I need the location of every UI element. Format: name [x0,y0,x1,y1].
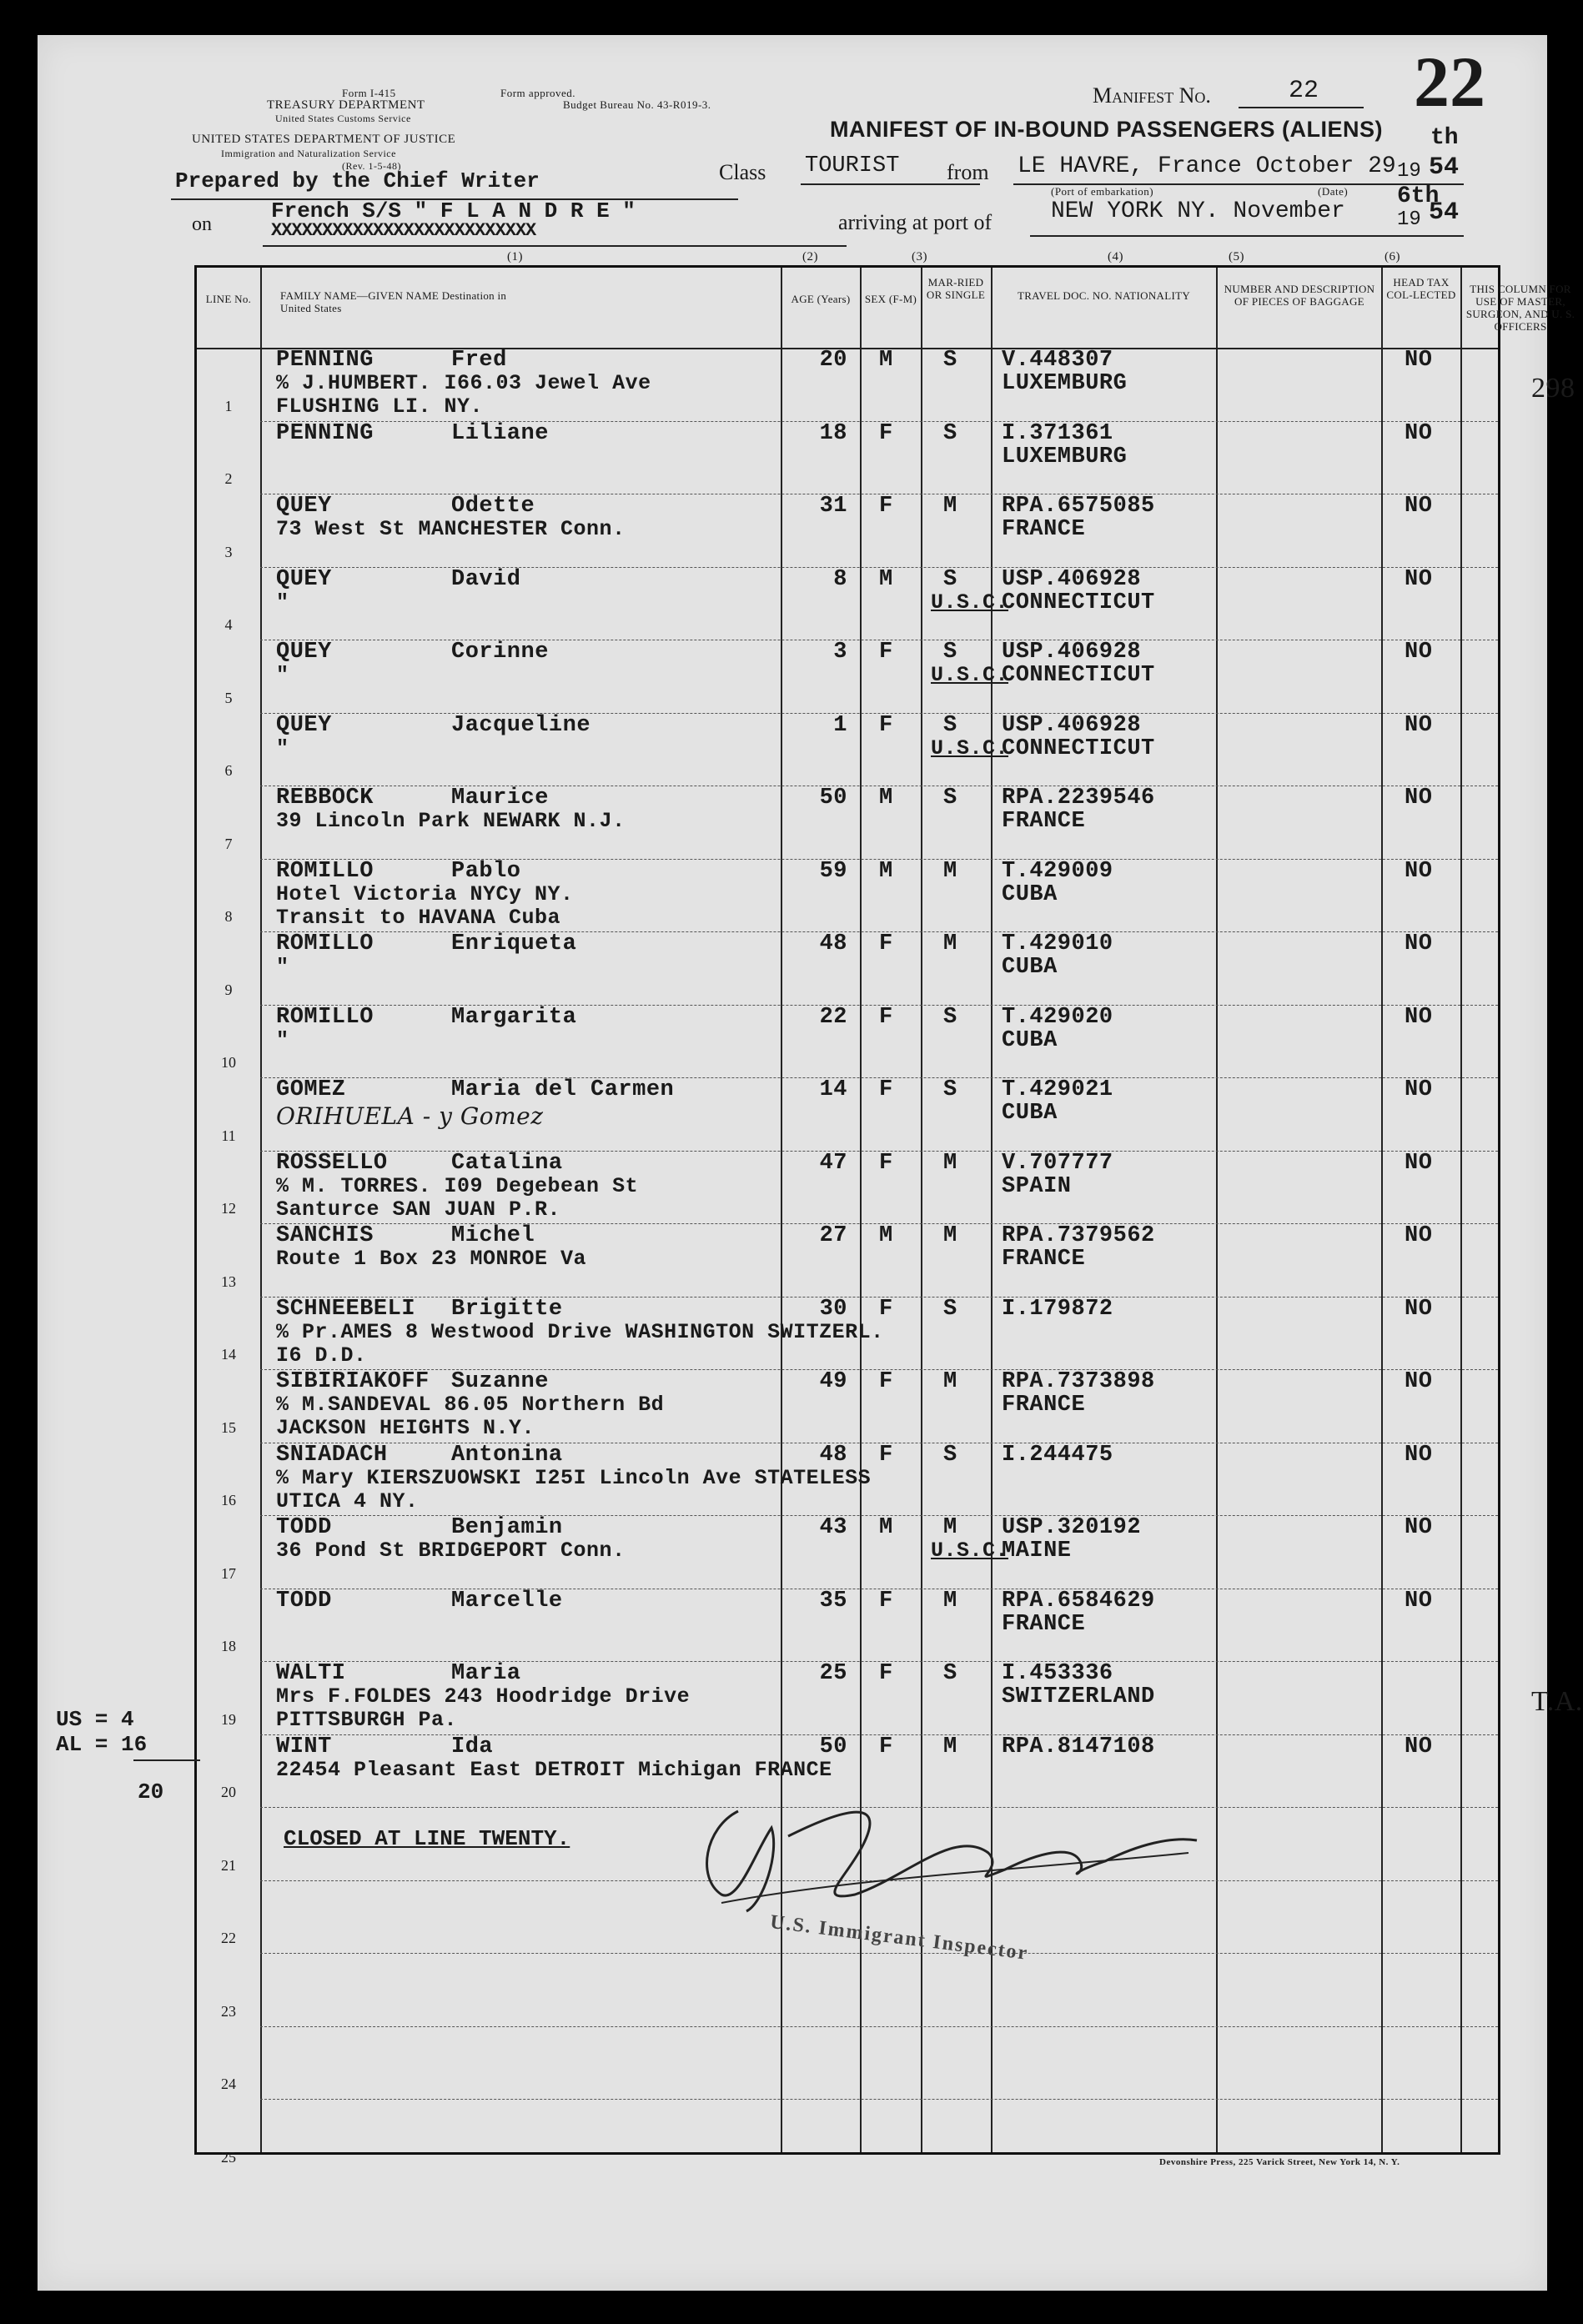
age: 8 [833,566,847,592]
travel-doc-number: USP.406928 [1002,640,1142,665]
age: 27 [819,1223,847,1248]
destination-line-2: UTICA 4 NY. [276,1488,419,1513]
line-number: 9 [224,981,233,998]
given-name: Ida [451,1734,494,1759]
marital-status: S [943,1296,957,1322]
travel-doc-number: T.429009 [1002,858,1113,884]
arrival-day: 6th [1397,183,1440,209]
age: 31 [819,494,847,519]
line-number: 24 [221,2076,236,2092]
inspector-signature [688,1778,1222,1920]
destination-line-1: 22454 Pleasant East DETROIT Michigan FRANCE [276,1757,832,1782]
col-num: (5) [1229,250,1244,264]
travel-doc-number: I.244475 [1002,1442,1113,1468]
given-name: Catalina [451,1150,563,1176]
head-tax: NO [1405,1588,1433,1614]
destination-line-1: " [276,735,289,760]
given-name: Margarita [451,1004,577,1030]
family-name: WINT [276,1734,332,1759]
tally-al: AL = 16 [56,1732,148,1757]
marital-status: S [943,1077,957,1102]
given-name: Maria del Carmen [451,1077,675,1102]
family-name: QUEY [276,712,332,738]
form-approved: Form approved. [500,87,576,99]
officer-note: T.A. [1531,1686,1583,1717]
family-name: SIBIRIAKOFF [276,1369,430,1394]
sex: F [879,1004,893,1030]
marital-status: M [943,494,957,519]
sex: F [879,1296,893,1322]
citizenship-note: U.S.C. [931,663,1009,687]
destination-line-1: " [276,663,289,687]
class-label: Class [719,160,766,184]
sex: F [879,1588,893,1614]
travel-doc-number: I.453336 [1002,1661,1113,1686]
handwritten-correction: ORIHUELA - y Gomez [276,1102,544,1130]
sex: M [879,1515,893,1540]
from-label: from [947,160,989,184]
travel-doc-number: RPA.7373898 [1002,1369,1155,1394]
arriving-label: arriving at port of [838,210,993,234]
vessel-name: French S/S " F L A N D R E " [271,198,636,223]
destination-line-1: Hotel Victoria NYCy NY. [276,881,574,906]
given-name: Corinne [451,640,549,665]
nationality: FRANCE [1002,1611,1086,1637]
given-name: Odette [451,494,535,519]
marital-status: M [943,931,957,956]
travel-doc-number: USP.406928 [1002,712,1142,738]
head-tax: NO [1405,712,1433,738]
inspector-stamp: U.S. Immigrant Inspector [768,1911,1030,1965]
head-tax: NO [1405,420,1433,446]
family-name: QUEY [276,566,332,592]
nationality: CUBA [1002,1101,1058,1126]
family-name: ROSSELLO [276,1150,388,1176]
head-tax: NO [1405,348,1433,373]
given-name: Pablo [451,858,521,884]
line-number: 6 [224,762,233,779]
sex: F [879,640,893,665]
col-header-line: LINE No. [205,293,252,305]
family-name: QUEY [276,494,332,519]
sex: M [879,566,893,592]
head-tax: NO [1405,640,1433,665]
marital-status: M [943,1734,957,1759]
age: 50 [819,1734,847,1759]
sex: M [879,1223,893,1248]
family-name: ROMILLO [276,931,374,956]
age: 59 [819,858,847,884]
sex: M [879,858,893,884]
line-number: 17 [221,1564,236,1582]
marital-status: S [943,420,957,446]
family-name: SNIADACH [276,1442,388,1468]
date-suffix: th [1430,125,1459,151]
travel-doc-number: T.429021 [1002,1077,1113,1102]
line-number: 25 [221,2148,236,2166]
line-number: 12 [221,1200,236,1217]
head-tax: NO [1405,786,1433,811]
col-header-age: AGE (Years) [791,293,851,305]
age: 48 [819,1442,847,1468]
sex: F [879,494,893,519]
age: 18 [819,420,847,446]
travel-doc-number: RPA.2239546 [1002,786,1155,811]
family-name: TODD [276,1588,332,1614]
treasury-dept: TREASURY DEPARTMENT [267,98,425,112]
given-name: Marcelle [451,1588,563,1614]
head-tax: NO [1405,1734,1433,1759]
doj: UNITED STATES DEPARTMENT OF JUSTICE [192,133,456,146]
line-number: 8 [224,908,233,925]
line-number: 4 [224,616,233,633]
line-number: 10 [221,1054,236,1071]
nationality: LUXEMBURG [1002,371,1128,396]
marital-status: M [943,1150,957,1176]
col-header-married: MAR-RIED OR SINGLE [926,276,986,301]
age: 14 [819,1077,847,1102]
travel-doc-number: USP.320192 [1002,1515,1142,1540]
head-tax: NO [1405,494,1433,519]
marital-status: S [943,712,957,738]
col-header-baggage: NUMBER AND DESCRIPTION OF PIECES OF BAGGAGE [1224,283,1375,308]
marital-status: M [943,1515,957,1540]
given-name: Maria [451,1661,521,1686]
marital-status: M [943,1223,957,1248]
travel-doc-number: I.179872 [1002,1296,1113,1322]
travel-doc-number: RPA.7379562 [1002,1223,1155,1248]
line-number: 3 [224,543,233,560]
nationality: FRANCE [1002,1393,1086,1418]
destination-line-1: % J.HUMBERT. I66.03 Jewel Ave [276,371,651,395]
marital-status: S [943,1004,957,1030]
family-name: ROMILLO [276,1004,374,1030]
family-name: GOMEZ [276,1077,346,1102]
officer-note: 298 [1531,373,1575,404]
nationality: LUXEMBURG [1002,444,1128,469]
line-number: 1 [224,397,233,414]
sex: F [879,1369,893,1394]
family-name: REBBOCK [276,786,374,811]
age: 22 [819,1004,847,1030]
age: 35 [819,1588,847,1614]
age: 30 [819,1296,847,1322]
destination-line-2: PITTSBURGH Pa. [276,1708,458,1732]
nationality: FRANCE [1002,1247,1086,1272]
destination-line-1: " [276,1027,289,1052]
citizenship-note: U.S.C. [931,1538,1009,1563]
age: 20 [819,348,847,373]
tally-total: 20 [138,1779,164,1804]
ins: Immigration and Naturalization Service [221,148,396,159]
destination-line-1: " [276,590,289,615]
destination-line-2: JACKSON HEIGHTS N.Y. [276,1416,535,1440]
sex: M [879,786,893,811]
nationality: MAINE [1002,1538,1072,1564]
col-header-name: FAMILY NAME—GIVEN NAME Destination in United States [280,289,507,314]
travel-doc-number: T.429010 [1002,931,1113,956]
age: 49 [819,1369,847,1394]
destination-line-1: % Pr.AMES 8 Westwood Drive WASHINGTON SWITZERL. [276,1319,884,1344]
line-number: 13 [221,1272,236,1290]
destination-line-1: % M.SANDEVAL 86.05 Northern Bd [276,1393,665,1417]
family-name: PENNING [276,348,374,373]
destination-line-1: Route 1 Box 23 MONROE Va [276,1247,587,1271]
given-name: Enriqueta [451,931,577,956]
sex: F [879,1734,893,1759]
age: 43 [819,1515,847,1540]
age: 3 [833,640,847,665]
rev-date: (Rev. 1-5-48) [342,160,402,172]
destination-line-1: " [276,955,289,979]
head-tax: NO [1405,1296,1433,1322]
marital-status: S [943,348,957,373]
col-num: (1) [507,250,523,264]
col-header-travel-doc: TRAVEL DOC. NO. NATIONALITY [1017,289,1191,302]
line-number: 11 [221,1127,236,1144]
line-number: 2 [224,470,233,487]
sex: F [879,1077,893,1102]
line-number: 16 [221,1492,236,1508]
nationality: CONNECTICUT [1002,590,1155,615]
family-name: PENNING [276,420,374,446]
marital-status: M [943,858,957,884]
year-prefix-1: 19 [1397,160,1421,183]
head-tax: NO [1405,1515,1433,1540]
travel-doc-number: USP.406928 [1002,566,1142,592]
line-number: 22 [221,1930,236,1946]
marital-status: S [943,640,957,665]
line-number: 14 [221,1346,236,1363]
head-tax: NO [1405,1150,1433,1176]
marital-status: S [943,1661,957,1686]
manifest-number-large: 22 [1414,42,1485,122]
family-name: QUEY [276,640,332,665]
arrival-value: NEW YORK NY. November [1051,198,1345,224]
sex: F [879,1442,893,1468]
nationality: SWITZERLAND [1002,1684,1155,1709]
line-number: 18 [221,1638,236,1654]
given-name: Benjamin [451,1515,563,1540]
family-name: TODD [276,1515,332,1540]
nationality: CONNECTICUT [1002,735,1155,761]
line-number: 7 [224,835,233,852]
col-num: (4) [1108,250,1123,264]
age: 47 [819,1150,847,1176]
nationality: CUBA [1002,1027,1058,1053]
manifest-number: 22 [1289,77,1319,105]
citizenship-note: U.S.C. [931,590,1009,615]
col-num: (2) [802,250,818,264]
embark-value: LE HAVRE, France October 29 [1018,153,1396,179]
head-tax: NO [1405,1442,1433,1468]
marital-status: S [943,566,957,592]
head-tax: NO [1405,931,1433,956]
tally-us: US = 4 [56,1707,134,1732]
nationality: CUBA [1002,881,1058,907]
sex: F [879,420,893,446]
head-tax: NO [1405,1077,1433,1102]
year-1: 54 [1429,153,1460,182]
manifest-title: MANIFEST OF IN-BOUND PASSENGERS (ALIENS) [830,117,1384,142]
sex: F [879,1661,893,1686]
col-num: (6) [1384,250,1400,264]
given-name: David [451,566,521,592]
family-name: WALTI [276,1661,346,1686]
sex: M [879,348,893,373]
destination-line-2: Transit to HAVANA Cuba [276,905,561,930]
travel-doc-number: V.448307 [1002,348,1113,373]
nationality: CONNECTICUT [1002,663,1155,688]
travel-doc-number: RPA.6575085 [1002,494,1155,519]
travel-doc-number: RPA.8147108 [1002,1734,1155,1759]
col-header-sex: SEX (F-M) [864,293,917,305]
destination-line-2: Santurce SAN JUAN P.R. [276,1197,561,1222]
given-name: Brigitte [451,1296,563,1322]
customs-service: United States Customs Service [275,113,411,124]
destination-line-1: % M. TORRES. I09 Degebean St [276,1173,639,1198]
sex: F [879,931,893,956]
head-tax: NO [1405,858,1433,884]
given-name: Maurice [451,786,549,811]
budget-bureau: Budget Bureau No. 43-R019-3. [563,98,711,111]
date-label: (Date) [1318,185,1349,198]
destination-line-1: 36 Pond St BRIDGEPORT Conn. [276,1538,626,1563]
marital-status: M [943,1588,957,1614]
age: 50 [819,786,847,811]
travel-doc-number: T.429020 [1002,1004,1113,1030]
line-number: 20 [221,1784,236,1800]
age: 25 [819,1661,847,1686]
port-embark-label: (Port of embarkation) [1051,185,1154,198]
marital-status: S [943,1442,957,1468]
travel-doc-number: V.707777 [1002,1150,1113,1176]
destination-line-1: % Mary KIERSZUOWSKI I25I Lincoln Ave STATELESS [276,1465,872,1490]
manifest-label: Manifest No. [1093,83,1211,108]
given-name: Suzanne [451,1369,549,1394]
prepared-by: Prepared by the Chief Writer [175,168,540,193]
nationality: SPAIN [1002,1173,1072,1199]
age: 48 [819,931,847,956]
head-tax: NO [1405,1369,1433,1394]
line-number: 21 [221,1856,236,1874]
marital-status: M [943,1369,957,1394]
family-name: ROMILLO [276,858,374,884]
given-name: Jacqueline [451,712,591,738]
year-prefix-2: 19 [1397,208,1421,231]
given-name: Antonina [451,1442,563,1468]
nationality: CUBA [1002,955,1058,980]
sex: F [879,712,893,738]
given-name: Fred [451,348,507,373]
line-number: 23 [221,2002,236,2020]
manifest-page [38,35,1583,2291]
nationality: FRANCE [1002,517,1086,542]
line-number: 19 [221,1710,236,1728]
head-tax: NO [1405,566,1433,592]
destination-line-2: I6 D.D. [276,1343,367,1368]
destination-line-1: 39 Lincoln Park NEWARK N.J. [276,809,626,833]
line-number: 5 [224,689,233,706]
col-header-head-tax: HEAD TAX COL-LECTED [1386,276,1456,301]
line-number: 15 [221,1418,236,1436]
col-num: (3) [912,250,927,264]
age: 1 [833,712,847,738]
class-value: TOURIST [805,153,900,178]
printer-imprint: Devonshire Press, 225 Varick Street, New York 14, N. Y. [1159,2157,1400,2167]
on-label: on [192,213,212,235]
closed-at-line: CLOSED AT LINE TWENTY. [284,1826,570,1851]
given-name: Michel [451,1223,535,1248]
citizenship-note: U.S.C. [931,735,1009,760]
nationality: FRANCE [1002,809,1086,834]
travel-doc-number: RPA.6584629 [1002,1588,1155,1614]
sex: F [879,1150,893,1176]
travel-doc-number: I.371361 [1002,420,1113,446]
destination-line-1: 73 West St MANCHESTER Conn. [276,517,626,541]
given-name: Liliane [451,420,549,446]
marital-status: S [943,786,957,811]
year-2: 54 [1429,198,1460,227]
destination-line-2: FLUSHING LI. NY. [276,394,484,419]
head-tax: NO [1405,1223,1433,1248]
head-tax: NO [1405,1004,1433,1030]
family-name: SANCHIS [276,1223,374,1248]
form-number: Form I-415 [342,87,396,99]
col-header-officers: THIS COLUMN FOR USE OF MASTER, SURGEON, AND U. S. OFFICERS [1465,283,1575,333]
vessel-strike: XXXXXXXXXXXXXXXXXXXXXXXXXX [271,220,536,241]
family-name: SCHNEEBELI [276,1296,416,1322]
destination-line-1: Mrs F.FOLDES 243 Hoodridge Drive [276,1684,691,1709]
